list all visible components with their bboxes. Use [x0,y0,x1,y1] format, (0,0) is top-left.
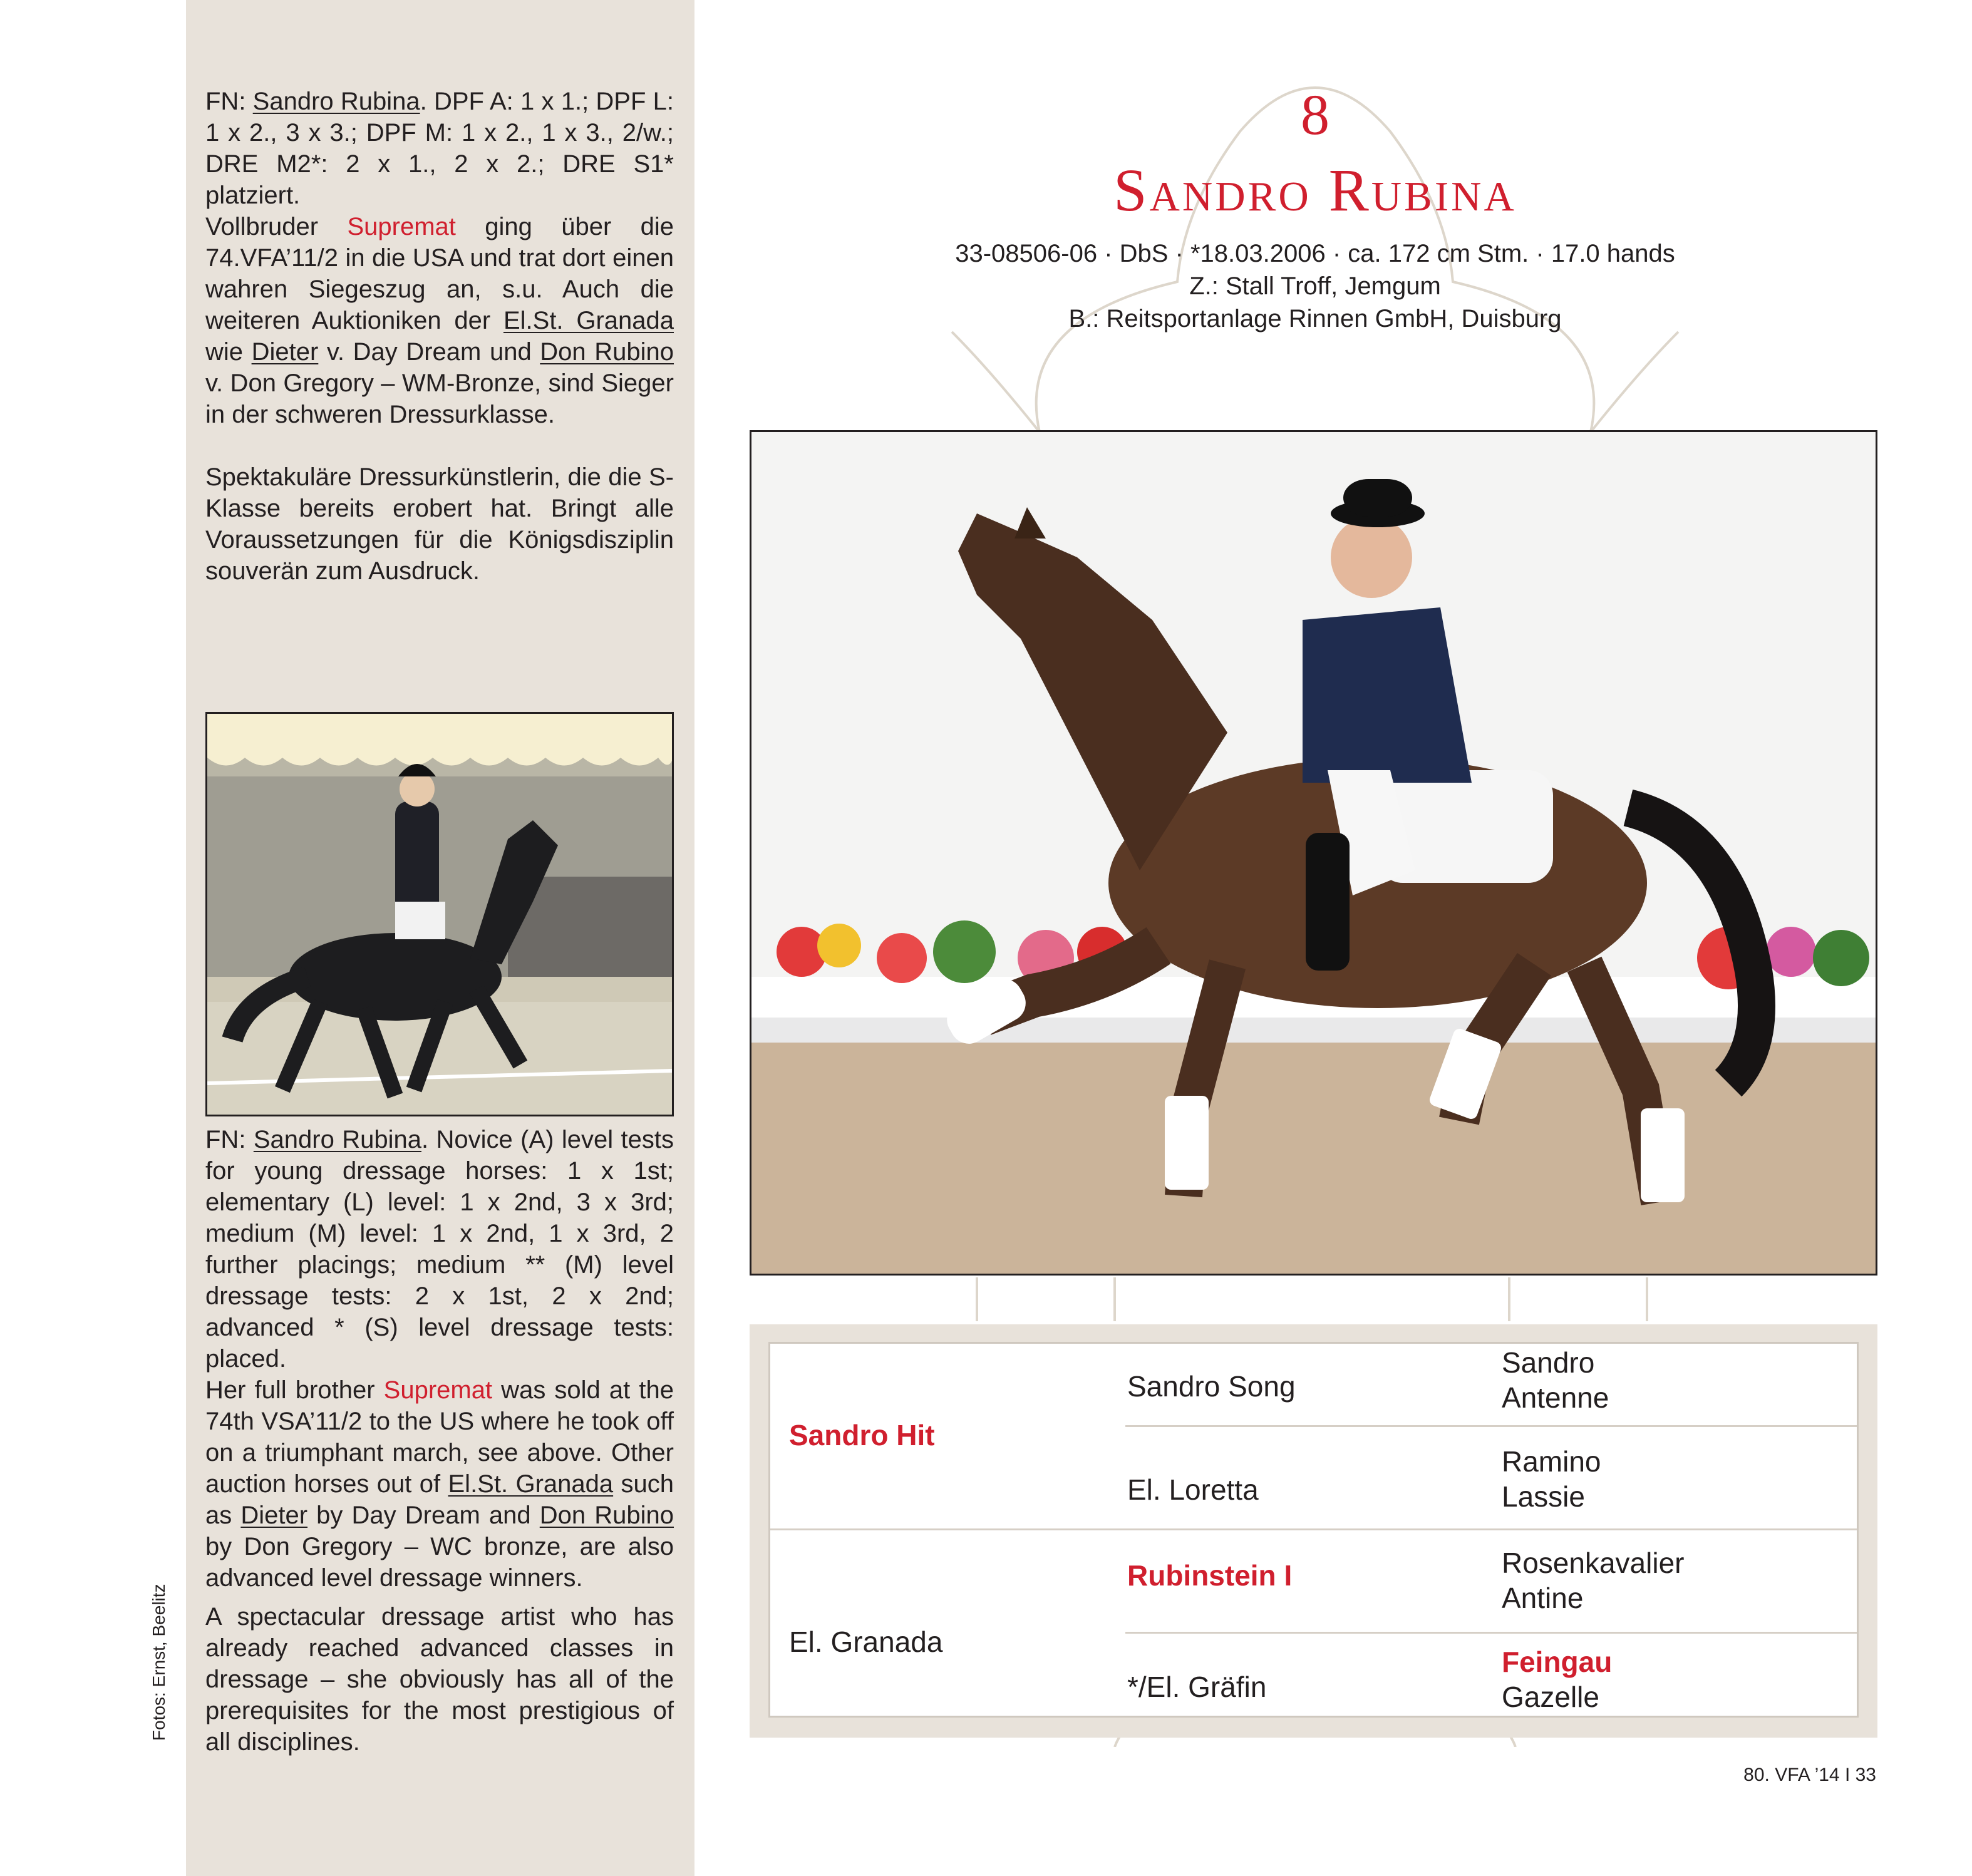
pedigree-sire-sire: Sandro Song [1127,1370,1296,1403]
photo-credit: Fotos: Ernst, Beelitz [149,1584,168,1741]
brother-name: Supremat [383,1376,493,1404]
pedigree-g3-4 [1502,1644,1612,1714]
text-fragment: v. Day Dream und [318,338,540,366]
text-fragment: Vollbruder [205,213,348,240]
pedigree-sire-dam: El. Loretta [1127,1473,1259,1506]
dressage-horse-photo [751,432,1876,1274]
sibling-name: Don Rubino [539,1502,674,1529]
pedigree-dam-sire: Rubinstein I [1127,1559,1293,1592]
pedigree-table [768,1342,1859,1718]
page-number: 80. VFA ’14 I 33 [1743,1765,1876,1785]
text-fragment: wie [205,338,252,366]
divider [1125,1425,1857,1427]
english-paragraph-summary: A spectacular dressage artist who has already reached advanced classes in dressage – she obviously has all of the prerequisites for the most prestigious of all disciplines. [205,1603,674,1756]
text-fragment: by Don Gregory – WC bronze, are also advanced level dressage winners. [205,1533,674,1592]
horse-name-link: Sandro Rubina [252,88,420,115]
main-horse-photo [750,430,1877,1276]
german-paragraph-results [205,86,674,430]
german-description [205,86,674,587]
pedigree-sire: Sandro Hit [789,1419,935,1451]
text-fragment: by Day Dream and [307,1502,540,1529]
ancestor-name: Feingau [1502,1646,1613,1678]
dressage-tent-photo [207,714,672,1115]
fn-label: FN: [205,88,253,115]
horse-title: Sandro Rubina [1113,157,1517,224]
sibling-name: Dieter [240,1502,308,1529]
pedigree-dam-dam: */El. Gräfin [1127,1671,1267,1703]
sibling-name: Dieter [251,338,319,366]
ancestor-name: Rosenkavalier [1502,1547,1685,1579]
dam-name: El.St. Granada [503,307,674,334]
rider-photo-small [205,712,674,1116]
ancestor-name: Sandro [1502,1346,1595,1379]
text-fragment: ging über die 74.VFA’11/2 in die USA und trat dort einen wahren Siegeszug an, s.u. Auch die weiteren Auktioniken der [205,213,674,334]
pedigree-g3-3 [1502,1545,1684,1616]
english-description [205,1124,674,1758]
text-fragment: Her full brother [205,1376,384,1404]
ancestor-name: Antenne [1502,1381,1609,1414]
breeder-line: Z.: Stall Troff, Jemgum [1189,272,1441,300]
horse-name-link: Sandro Rubina [253,1126,421,1153]
pedigree-g3-1 [1502,1345,1609,1415]
ancestor-name: Ramino [1502,1445,1601,1478]
ancestor-name: Lassie [1502,1480,1585,1513]
divider [1125,1632,1857,1634]
ancestor-name: Antine [1502,1582,1584,1614]
sibling-name: Don Rubino [540,338,674,366]
fn-label: FN: [205,1126,254,1153]
text-fragment: such as [205,1470,674,1529]
registration-line: 33-08506-06 · DbS · *18.03.2006 · ca. 172 cm Stm. · 17.0 hands [955,240,1675,267]
results-text: . Novice (A) level tests for young dressage horses: 1 x 1st; elementary (L) level: 1 x 2nd, 3 x 3rd; medium (M) level: 1 x 2nd, 1 x 3rd, 2 further placings; medium ** (M) level dressage tests: 2 x 1st, 2 x 2nd; advanced * (S) level dressage tests: placed. [205,1126,674,1373]
english-paragraph-results [205,1124,674,1594]
results-text: . DPF A: 1 x 1.; DPF L: 1 x 2., 3 x 3.; DPF M: 1 x 2., 1 x 3., 2/w.; DRE M2*: 2 x 1., 2 x 2.; DRE S1* platziert. [205,88,674,209]
owner-line: B.: Reitsportanlage Rinnen GmbH, Duisburg [1068,305,1562,332]
dam-name: El.St. Granada [448,1470,614,1498]
pedigree-dam: El. Granada [789,1626,943,1658]
ancestor-name: Gazelle [1502,1681,1599,1713]
lot-number: 8 [1301,83,1329,147]
pedigree-box [750,1324,1877,1738]
pedigree-g3-2 [1502,1444,1601,1514]
text-fragment: v. Don Gregory – WM-Bronze, sind Sieger in der schweren Dressurklasse. [205,369,674,428]
german-paragraph-summary: Spektakuläre Dressurkünstlerin, die die S-Klasse bereits erobert hat. Bringt alle Voraussetzungen für die Königsdisziplin souverän zum Ausdruck. [205,463,674,585]
text-fragment: was sold at the 74th VSA’11/2 to the US where he took off on a triumphant march, see above. Other auction horses out of [205,1376,674,1498]
brother-name: Supremat [347,213,456,240]
divider [770,1528,1857,1530]
